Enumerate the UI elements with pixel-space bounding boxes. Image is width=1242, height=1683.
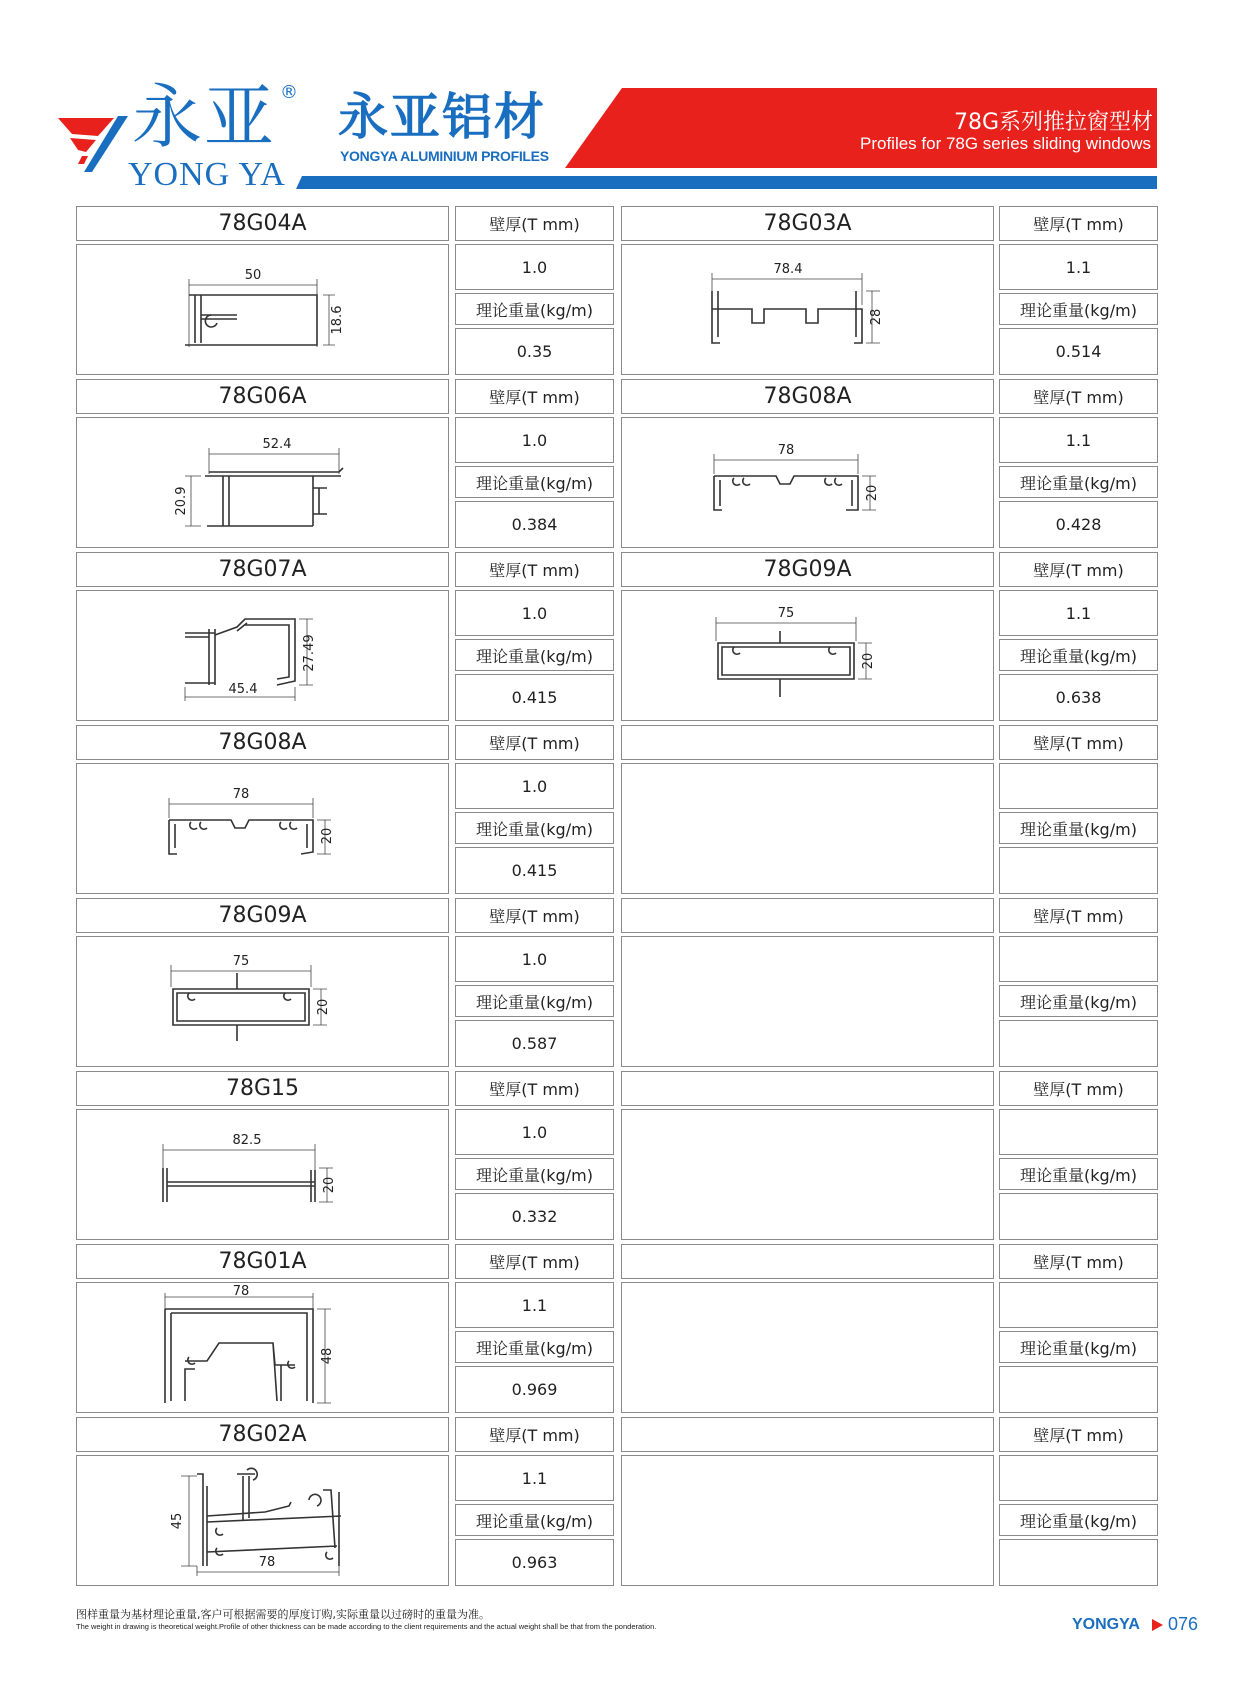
profile-name: 78G07A [76, 552, 449, 587]
theoretical-weight-value: 0.415 [455, 847, 614, 894]
wall-thickness-label: 壁厚(T mm) [999, 1071, 1158, 1106]
wall-thickness-value: 1.0 [455, 590, 614, 636]
profile-cross-section [77, 1283, 449, 1413]
wall-thickness-value: 1.0 [455, 1109, 614, 1155]
profile-cross-section [77, 937, 449, 1067]
wall-thickness-label: 壁厚(T mm) [999, 552, 1158, 587]
dimension-label: 20.9 [174, 486, 189, 516]
theoretical-weight-label: 理论重量(kg/m) [455, 466, 614, 498]
wall-thickness-label: 壁厚(T mm) [999, 898, 1158, 933]
wall-thickness-value [999, 1282, 1158, 1328]
profile-drawing [76, 936, 449, 1067]
wall-thickness-value [999, 1109, 1158, 1155]
wall-thickness-value [999, 936, 1158, 982]
profile-cross-section [77, 418, 449, 548]
theoretical-weight-value [999, 1020, 1158, 1067]
wall-thickness-label: 壁厚(T mm) [455, 1417, 614, 1452]
wall-thickness-value: 1.0 [455, 763, 614, 809]
theoretical-weight-value [999, 1539, 1158, 1586]
empty-drawing-cell [621, 1455, 994, 1586]
profile-name [621, 898, 994, 933]
theoretical-weight-value: 0.35 [455, 328, 614, 375]
dimension-label: 28 [869, 308, 884, 326]
theoretical-weight-value: 0.638 [999, 674, 1158, 721]
registered-mark: ® [280, 82, 298, 103]
empty-drawing-cell [621, 1109, 994, 1240]
dimension-label: 78 [777, 443, 795, 458]
profile-cross-section [622, 418, 994, 548]
wall-thickness-value [999, 1455, 1158, 1501]
profile-cross-section [622, 591, 994, 721]
wall-thickness-label: 壁厚(T mm) [999, 725, 1158, 760]
profile-name: 78G02A [76, 1417, 449, 1452]
wall-thickness-value: 1.1 [455, 1455, 614, 1501]
profile-cross-section [77, 245, 449, 375]
company-name-en: YONGYA ALUMINIUM PROFILES [340, 148, 549, 164]
wall-thickness-label: 壁厚(T mm) [455, 1244, 614, 1279]
dimension-label: 75 [232, 954, 250, 969]
wall-thickness-value: 1.1 [999, 244, 1158, 290]
profile-drawing [76, 1109, 449, 1240]
empty-drawing-cell [621, 763, 994, 894]
brand-name-en: YONG YA [128, 156, 286, 193]
theoretical-weight-value: 0.415 [455, 674, 614, 721]
profile-name: 78G04A [76, 206, 449, 241]
wall-thickness-value: 1.0 [455, 244, 614, 290]
wall-thickness-value: 1.0 [455, 936, 614, 982]
profile-drawing [76, 244, 449, 375]
theoretical-weight-label: 理论重量(kg/m) [455, 1504, 614, 1536]
footnote-en: The weight in drawing is theoretical weight.Profile of other thickness can be made according to the client requirements and the actual weight shall be that from the ponderation. [76, 1622, 657, 1631]
logo-mark-icon [58, 112, 128, 174]
wall-thickness-label: 壁厚(T mm) [999, 206, 1158, 241]
wall-thickness-value [999, 763, 1158, 809]
profile-name [621, 725, 994, 760]
profile-name: 78G08A [621, 379, 994, 414]
dimension-label: 82.5 [232, 1133, 262, 1148]
empty-drawing-cell [621, 936, 994, 1067]
dimension-label: 20 [316, 998, 331, 1016]
profile-drawing [76, 1455, 449, 1586]
theoretical-weight-value: 0.969 [455, 1366, 614, 1413]
footnote-cn: 图样重量为基材理论重量,客户可根据需要的厚度订购,实际重量以过磅时的重量为准。 [76, 1608, 490, 1621]
company-name-cn: 永亚铝材 [338, 88, 546, 146]
wall-thickness-label: 壁厚(T mm) [455, 898, 614, 933]
dimension-label: 27.49 [302, 634, 317, 672]
empty-drawing-cell [621, 1282, 994, 1413]
profile-name: 78G15 [76, 1071, 449, 1106]
profile-cross-section [77, 1110, 449, 1240]
theoretical-weight-value [999, 847, 1158, 894]
theoretical-weight-label: 理论重量(kg/m) [999, 985, 1158, 1017]
profile-name: 78G08A [76, 725, 449, 760]
profile-name [621, 1417, 994, 1452]
theoretical-weight-label: 理论重量(kg/m) [455, 985, 614, 1017]
theoretical-weight-label: 理论重量(kg/m) [455, 1158, 614, 1190]
dimension-label: 20 [322, 1176, 337, 1194]
profile-cross-section [622, 245, 994, 375]
wall-thickness-value: 1.0 [455, 417, 614, 463]
theoretical-weight-label: 理论重量(kg/m) [455, 293, 614, 325]
theoretical-weight-value: 0.514 [999, 328, 1158, 375]
theoretical-weight-label: 理论重量(kg/m) [999, 639, 1158, 671]
dimension-label: 78 [232, 787, 250, 802]
profile-drawing [76, 763, 449, 894]
dimension-label: 20 [861, 652, 876, 670]
theoretical-weight-value: 0.428 [999, 501, 1158, 548]
page-number: 076 [1168, 1614, 1199, 1634]
brand-name-cn: 永亚 [132, 76, 276, 158]
theoretical-weight-value [999, 1366, 1158, 1413]
profile-drawing [621, 244, 994, 375]
theoretical-weight-label: 理论重量(kg/m) [999, 1504, 1158, 1536]
profile-name: 78G06A [76, 379, 449, 414]
wall-thickness-value: 1.1 [455, 1282, 614, 1328]
profile-drawing [621, 590, 994, 721]
dimension-label: 75 [777, 606, 795, 621]
wall-thickness-label: 壁厚(T mm) [455, 552, 614, 587]
wall-thickness-label: 壁厚(T mm) [455, 379, 614, 414]
series-title-en: Profiles for 78G series sliding windows [859, 134, 1151, 153]
theoretical-weight-label: 理论重量(kg/m) [999, 293, 1158, 325]
wall-thickness-value: 1.1 [999, 590, 1158, 636]
profile-drawing [76, 590, 449, 721]
theoretical-weight-value [999, 1193, 1158, 1240]
dimension-label: 78 [258, 1555, 276, 1570]
dimension-label: 20 [320, 827, 335, 845]
wall-thickness-label: 壁厚(T mm) [455, 206, 614, 241]
theoretical-weight-label: 理论重量(kg/m) [999, 812, 1158, 844]
wall-thickness-label: 壁厚(T mm) [999, 1417, 1158, 1452]
dimension-label: 52.4 [262, 437, 292, 452]
dimension-label: 45.4 [228, 682, 258, 697]
profile-drawing [76, 417, 449, 548]
theoretical-weight-label: 理论重量(kg/m) [999, 466, 1158, 498]
profile-drawing [621, 417, 994, 548]
profile-drawing [76, 1282, 449, 1413]
dimension-label: 78 [232, 1284, 250, 1299]
wall-thickness-label: 壁厚(T mm) [999, 379, 1158, 414]
profile-cross-section [77, 591, 449, 721]
theoretical-weight-label: 理论重量(kg/m) [455, 812, 614, 844]
wall-thickness-label: 壁厚(T mm) [999, 1244, 1158, 1279]
wall-thickness-value: 1.1 [999, 417, 1158, 463]
theoretical-weight-value: 0.384 [455, 501, 614, 548]
dimension-label: 48 [320, 1347, 335, 1365]
profile-cross-section [77, 1456, 449, 1586]
profile-name: 78G03A [621, 206, 994, 241]
theoretical-weight-value: 0.963 [455, 1539, 614, 1586]
profile-name [621, 1071, 994, 1106]
series-title-cn: 78G系列推拉窗型材 [953, 110, 1153, 135]
profile-cross-section [77, 764, 449, 894]
profile-name: 78G01A [76, 1244, 449, 1279]
dimension-label: 50 [244, 268, 262, 283]
wall-thickness-label: 壁厚(T mm) [455, 1071, 614, 1106]
theoretical-weight-value: 0.587 [455, 1020, 614, 1067]
theoretical-weight-label: 理论重量(kg/m) [455, 639, 614, 671]
play-arrow-icon [1150, 1618, 1164, 1632]
dimension-label: 45 [170, 1512, 185, 1530]
theoretical-weight-value: 0.332 [455, 1193, 614, 1240]
wall-thickness-label: 壁厚(T mm) [455, 725, 614, 760]
dimension-label: 20 [865, 484, 880, 502]
profile-name [621, 1244, 994, 1279]
theoretical-weight-label: 理论重量(kg/m) [999, 1158, 1158, 1190]
profile-name: 78G09A [621, 552, 994, 587]
theoretical-weight-label: 理论重量(kg/m) [999, 1331, 1158, 1363]
dimension-label: 18.6 [330, 305, 345, 335]
dimension-label: 78.4 [773, 262, 803, 277]
footer-brand: YONGYA [1072, 1616, 1140, 1633]
theoretical-weight-label: 理论重量(kg/m) [455, 1331, 614, 1363]
profile-name: 78G09A [76, 898, 449, 933]
